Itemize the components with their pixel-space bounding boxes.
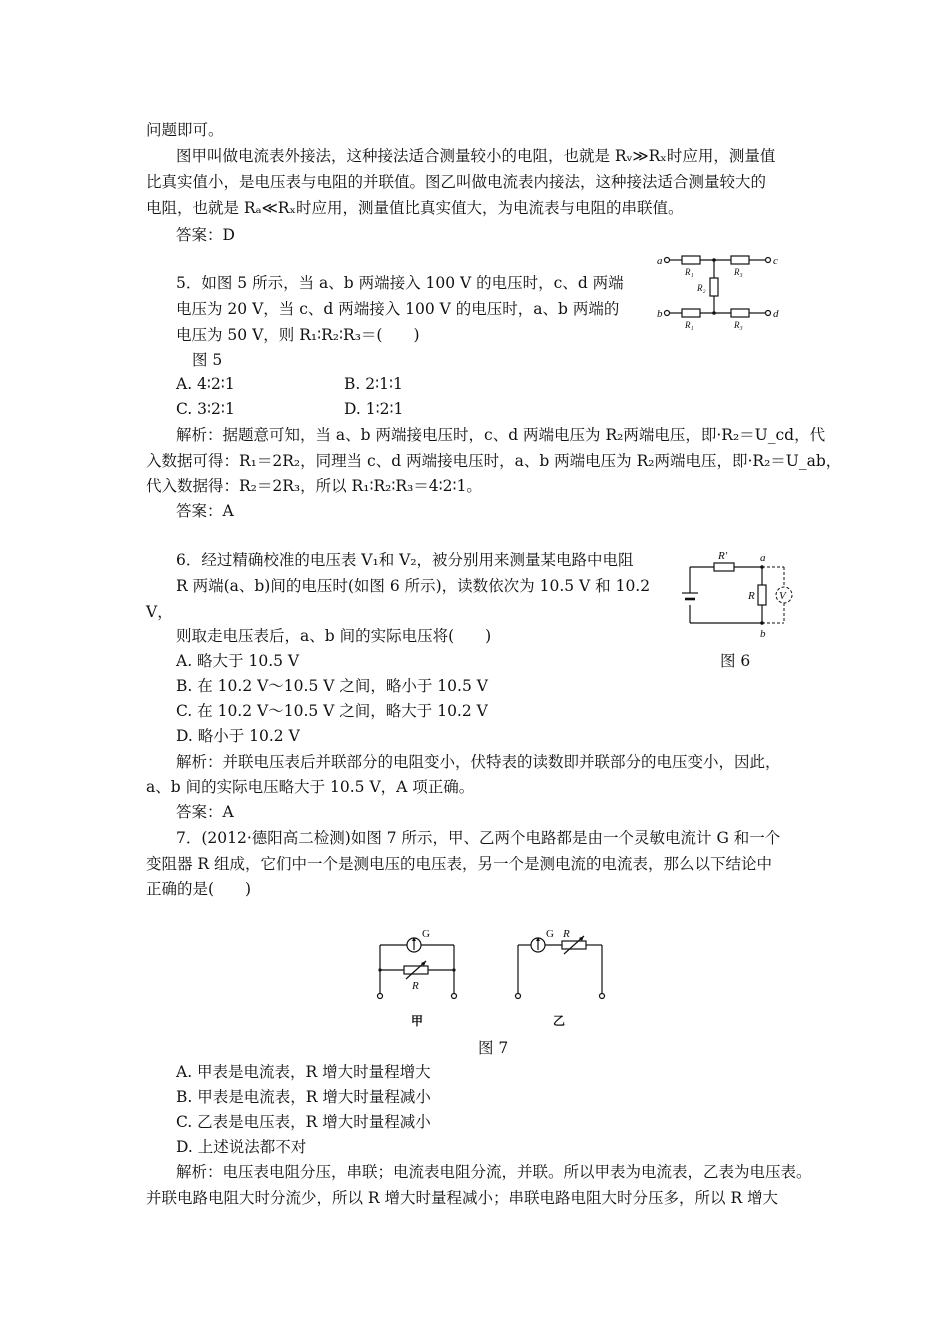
node-b: b <box>760 628 766 640</box>
node-c: c <box>773 255 778 267</box>
node-d: d <box>773 308 779 320</box>
option: A. 略大于 10.5 V <box>176 652 300 670</box>
line: 解析：据题意可知，当 a、b 两端接电压时，c、d 两端电压为 R₂两端电压，即·R₂＝U_cd，代 <box>176 426 826 444</box>
figure-caption: 图 7 <box>478 1039 509 1057</box>
line: 则取走电压表后，a、b 间的实际电压将( ) <box>176 627 492 645</box>
figure-7-circuits <box>370 925 620 1030</box>
label-r2: R₂ <box>697 283 706 293</box>
label-g: G <box>546 928 554 940</box>
label-r1: R₁ <box>685 320 694 330</box>
line: 正确的是( ) <box>146 880 252 898</box>
line: 解析：电压表电阻分压，串联；电流表电阻分流，并联。所以甲表为电流表，乙表为电压表。 <box>176 1163 812 1181</box>
label-g: G <box>422 928 430 940</box>
label-r: R <box>563 928 570 940</box>
line: 图甲叫做电流表外接法，这种接法适合测量较小的电阻，也就是 Rᵥ≫Rₓ时应用，测量值 <box>176 147 776 165</box>
label-r3: R₃ <box>734 320 743 330</box>
option: D. 上述说法都不对 <box>176 1138 307 1156</box>
line: 比真实值小，是电压表与电阻的并联值。图乙叫做电流表内接法，这种接法适合测量较大的 <box>146 173 767 191</box>
line: 电压为 20 V，当 c、d 两端接入 100 V 的电压时，a、b 两端的 <box>176 300 620 318</box>
line: 问题即可。 <box>146 121 224 139</box>
option: B. 2∶1∶1 <box>344 375 403 393</box>
node-a: a <box>760 552 766 564</box>
label-r3: R₃ <box>734 267 743 277</box>
option: D. 1∶2∶1 <box>344 400 404 418</box>
caption-jia: 甲 <box>411 1014 424 1028</box>
caption-yi: 乙 <box>553 1014 566 1028</box>
question-6: 6．经过精确校准的电压表 V₁和 V₂，被分别用来测量某电路中电阻 <box>176 551 634 569</box>
line: 变阻器 R 组成，它们中一个是测电压的电压表，另一个是测电流的电流表，那么以下结论中 <box>146 855 773 873</box>
line: V， <box>146 603 173 621</box>
line: 入数据可得：R₁＝2R₂，同理当 c、d 两端接电压时，a、b 两端电压为 R₂两端电压，即·R₂＝U_ab， <box>146 452 842 470</box>
line: 解析：并联电压表后并联部分的电阻变小，伏特表的读数即并联部分的电压变小，因此， <box>176 753 781 771</box>
label-r: R <box>412 980 419 992</box>
option: C. 3∶2∶1 <box>176 400 235 418</box>
line: 并联电路电阻大时分流少，所以 R 增大时量程减小；串联电路电阻大时分压多，所以 R 增大 <box>146 1189 779 1207</box>
figure-caption: 图 5 <box>192 351 223 369</box>
figure-5-circuit <box>655 250 790 340</box>
voltmeter-icon: V <box>779 590 786 602</box>
figure-6-circuit <box>678 547 803 642</box>
answer: 答案：A <box>176 502 234 520</box>
option: B. 甲表是电流表，R 增大时量程减小 <box>176 1088 431 1106</box>
option: A. 4∶2∶1 <box>176 375 235 393</box>
line: 电压为 50 V，则 R₁∶R₂∶R₃＝( ) <box>176 326 420 344</box>
option: C. 乙表是电压表，R 增大时量程减小 <box>176 1113 431 1131</box>
option: D. 略小于 10.2 V <box>176 727 300 745</box>
label-r-prime: R′ <box>718 550 728 562</box>
answer: 答案：D <box>176 226 235 244</box>
option: A. 甲表是电流表，R 增大时量程增大 <box>176 1063 431 1081</box>
label-r: R <box>748 590 755 602</box>
option: B. 在 10.2 V～10.5 V 之间，略小于 10.5 V <box>176 677 488 695</box>
line: 电阻，也就是 Rₐ≪Rₓ时应用，测量值比真实值大，为电流表与电阻的串联值。 <box>146 199 684 217</box>
line: R 两端(a、b)间的电压时(如图 6 所示)，读数依次为 10.5 V 和 10.2 <box>176 577 651 595</box>
line: a、b 间的实际电压略大于 10.5 V，A 项正确。 <box>146 778 475 796</box>
option: C. 在 10.2 V～10.5 V 之间，略大于 10.2 V <box>176 702 488 720</box>
label-r1: R₁ <box>685 267 694 277</box>
node-b: b <box>657 308 663 320</box>
question-7: 7．(2012·德阳高二检测)如图 7 所示，甲、乙两个电路都是由一个灵敏电流计 G 和一个 <box>176 829 781 847</box>
question-5: 5．如图 5 所示，当 a、b 两端接入 100 V 的电压时，c、d 两端 <box>176 274 624 292</box>
line: 代入数据得：R₂＝2R₃，所以 R₁∶R₂∶R₃＝4∶2∶1。 <box>146 477 482 495</box>
answer: 答案：A <box>176 803 234 821</box>
node-a: a <box>657 255 663 267</box>
figure-caption: 图 6 <box>720 652 751 670</box>
